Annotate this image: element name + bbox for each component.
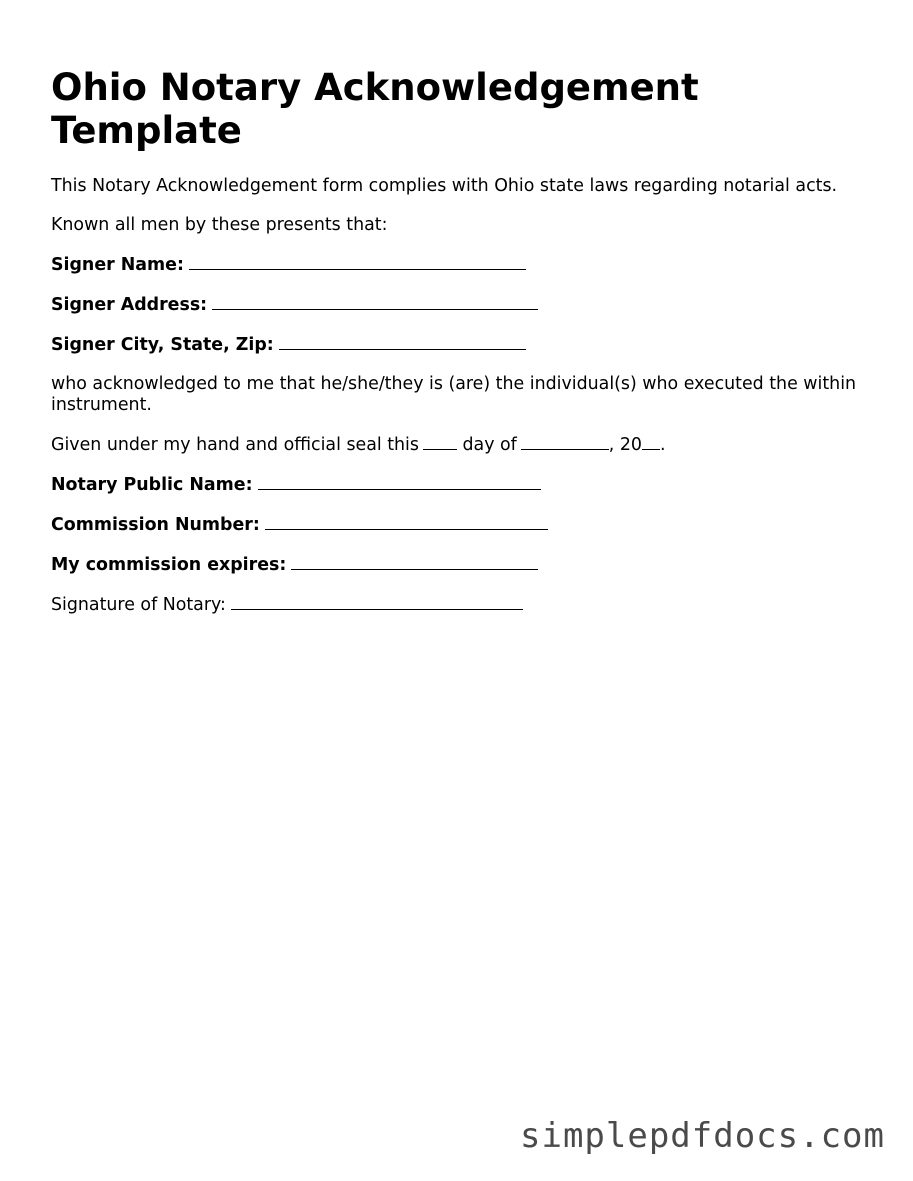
year-blank[interactable] — [642, 434, 660, 450]
given-under-hand-line — [51, 434, 881, 456]
signer-city-blank[interactable] — [279, 334, 526, 350]
commission-number-field — [51, 514, 881, 536]
commission-number-blank[interactable] — [265, 514, 548, 530]
day-blank[interactable] — [423, 434, 457, 450]
notary-name-blank[interactable] — [258, 474, 541, 490]
intro-text: This Notary Acknowledgement form complies with Ohio state laws regarding notarial acts. — [51, 176, 838, 196]
given-suffix: . — [659, 435, 666, 455]
commission-expires-field — [51, 554, 881, 576]
watermark-text: simplepdfdocs.com — [520, 1116, 885, 1156]
acknowledgement-text: who acknowledged to me that he/she/they is (are) the individual(s) who executed the within instrument. — [51, 374, 857, 415]
notary-signature-field — [51, 594, 881, 616]
signer-address-field — [51, 294, 881, 316]
commission-number-label: Commission Number: — [51, 515, 260, 535]
document-page — [51, 66, 881, 634]
given-year-prefix: , 20 — [608, 435, 642, 455]
notary-name-label: Notary Public Name: — [51, 475, 253, 495]
signer-name-label: Signer Name: — [51, 255, 184, 275]
signer-address-blank[interactable] — [212, 294, 538, 310]
month-blank[interactable] — [521, 434, 609, 450]
signer-name-field — [51, 254, 881, 276]
commission-expires-blank[interactable] — [291, 554, 538, 570]
signer-city-field — [51, 334, 881, 356]
signer-name-blank[interactable] — [189, 254, 526, 270]
commission-expires-label: My commission expires: — [51, 555, 287, 575]
signer-address-label: Signer Address: — [51, 295, 208, 315]
preamble-text: Known all men by these presents that: — [51, 215, 388, 235]
given-day-word: day of — [462, 435, 517, 455]
given-prefix: Given under my hand and official seal this — [51, 435, 419, 455]
signer-city-label: Signer City, State, Zip: — [51, 335, 274, 355]
notary-signature-blank[interactable] — [231, 594, 523, 610]
notary-name-field — [51, 474, 881, 496]
notary-signature-label: Signature of Notary: — [51, 595, 226, 615]
page-title: Ohio Notary Acknowledgement Template — [51, 66, 699, 152]
